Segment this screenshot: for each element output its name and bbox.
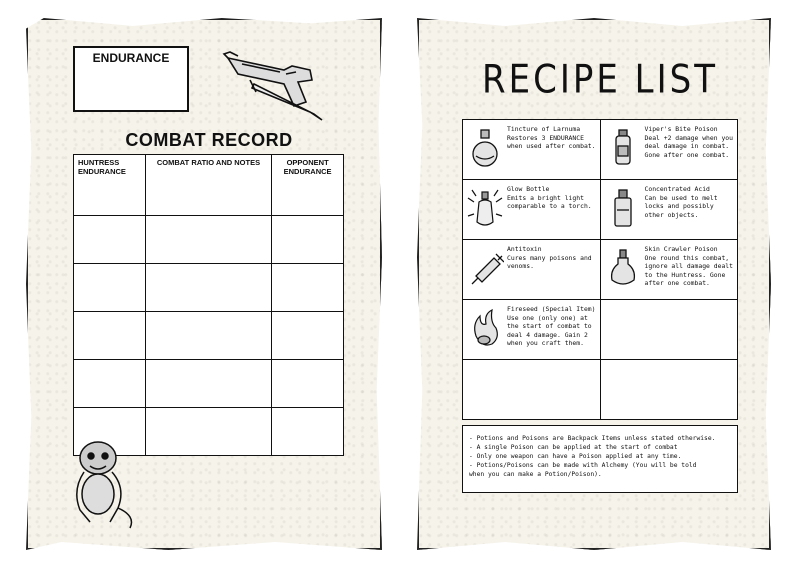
recipe-table <box>462 119 738 420</box>
table-row <box>463 300 738 360</box>
recipe-description: Emits a bright light comparable to a torch. <box>507 193 592 211</box>
fireseed-icon <box>466 306 504 350</box>
acid-bottle-icon <box>604 186 642 230</box>
recipe-description: Deal +2 damage when you deal damage in combat. Gone after one combat. <box>644 133 733 159</box>
recipe-cell-empty[interactable] <box>600 300 738 360</box>
recipe-list-title: RECIPE LIST <box>482 57 718 103</box>
recipe-name: Viper's Bite Poison <box>644 125 718 133</box>
table-row <box>463 180 738 240</box>
note-line: - Potions/Poisons can be made with Alchemy (You will be told <box>469 462 697 469</box>
recipe-cell-vipers-bite <box>600 120 738 180</box>
recipe-cell-glow-bottle <box>463 180 601 240</box>
combat-record-table <box>73 154 344 456</box>
column-header-opponent-endurance: OPPONENT ENDURANCE <box>272 155 344 216</box>
column-header-huntress-endurance: HUNTRESS ENDURANCE <box>74 155 146 216</box>
combat-record-title: COMBAT RECORD <box>125 130 293 150</box>
opponent-endurance-cell[interactable] <box>272 360 344 408</box>
recipe-cell-antitoxin <box>463 240 601 300</box>
recipe-name: Glow Bottle <box>507 185 550 193</box>
huntress-endurance-cell[interactable] <box>74 264 146 312</box>
note-line: when you can make a Potion/Poison). <box>469 471 602 478</box>
combat-notes-cell[interactable] <box>145 408 271 456</box>
note-line: - Potions and Poisons are Backpack Items unless stated otherwise. <box>469 435 716 442</box>
potion-bottle-icon <box>466 126 504 170</box>
recipe-name: Concentrated Acid <box>644 185 710 193</box>
opponent-endurance-cell[interactable] <box>272 264 344 312</box>
recipe-description: Can be used to melt locks and possibly other objects. <box>644 193 718 219</box>
recipe-description: Cures many poisons and venoms. <box>507 253 592 271</box>
table-row <box>74 360 344 408</box>
recipe-name: Skin Crawler Poison <box>644 245 718 253</box>
recipe-name: Fireseed (Special Item) <box>507 305 596 313</box>
glowing-bottle-icon <box>466 186 504 230</box>
recipe-description: One round this combat, ignore all damage dealt to the Huntress. Gone after one combat. <box>644 253 733 288</box>
huntress-endurance-cell[interactable] <box>74 360 146 408</box>
table-row <box>463 360 738 420</box>
flintlock-pistol-and-dagger-icon <box>214 40 338 122</box>
table-row <box>74 216 344 264</box>
endurance-label: ENDURANCE <box>92 51 170 65</box>
combat-notes-cell[interactable] <box>145 360 271 408</box>
recipe-name: Antitoxin <box>507 245 542 253</box>
poison-vial-icon <box>604 126 642 170</box>
opponent-endurance-cell[interactable] <box>272 216 344 264</box>
table-row <box>463 240 738 300</box>
huntress-endurance-cell[interactable] <box>74 216 146 264</box>
column-header-combat-ratio: COMBAT RATIO AND NOTES <box>145 155 271 216</box>
recipe-name: Tincture of Larnuma <box>507 125 581 133</box>
recipe-description: Restores 3 ENDURANCE when used after combat. <box>507 133 596 151</box>
recipe-description: Use one (only one) at the start of combat to deal 4 damage. Gain 2 when you craft them. <box>507 313 592 348</box>
recipe-cell-tincture <box>463 120 601 180</box>
endurance-box[interactable] <box>73 46 189 112</box>
syringe-icon <box>466 246 504 290</box>
opponent-endurance-cell[interactable] <box>272 312 344 360</box>
table-row <box>463 120 738 180</box>
monkey-creature-icon <box>60 430 140 530</box>
combat-notes-cell[interactable] <box>145 264 271 312</box>
recipe-cell-empty[interactable] <box>463 360 601 420</box>
combat-notes-cell[interactable] <box>145 312 271 360</box>
note-line: - Only one weapon can have a Poison applied at any time. <box>469 453 682 460</box>
recipe-cell-fireseed <box>463 300 601 360</box>
note-line: - A single Poison can be applied at the start of combat <box>469 444 678 451</box>
recipe-cell-concentrated-acid <box>600 180 738 240</box>
recipe-cell-empty[interactable] <box>600 360 738 420</box>
opponent-endurance-cell[interactable] <box>272 408 344 456</box>
flask-icon <box>604 246 642 290</box>
combat-notes-cell[interactable] <box>145 216 271 264</box>
table-row <box>74 312 344 360</box>
recipe-notes <box>462 425 738 493</box>
table-header-row <box>74 155 344 216</box>
table-row <box>74 264 344 312</box>
huntress-endurance-cell[interactable] <box>74 312 146 360</box>
recipe-cell-skin-crawler <box>600 240 738 300</box>
